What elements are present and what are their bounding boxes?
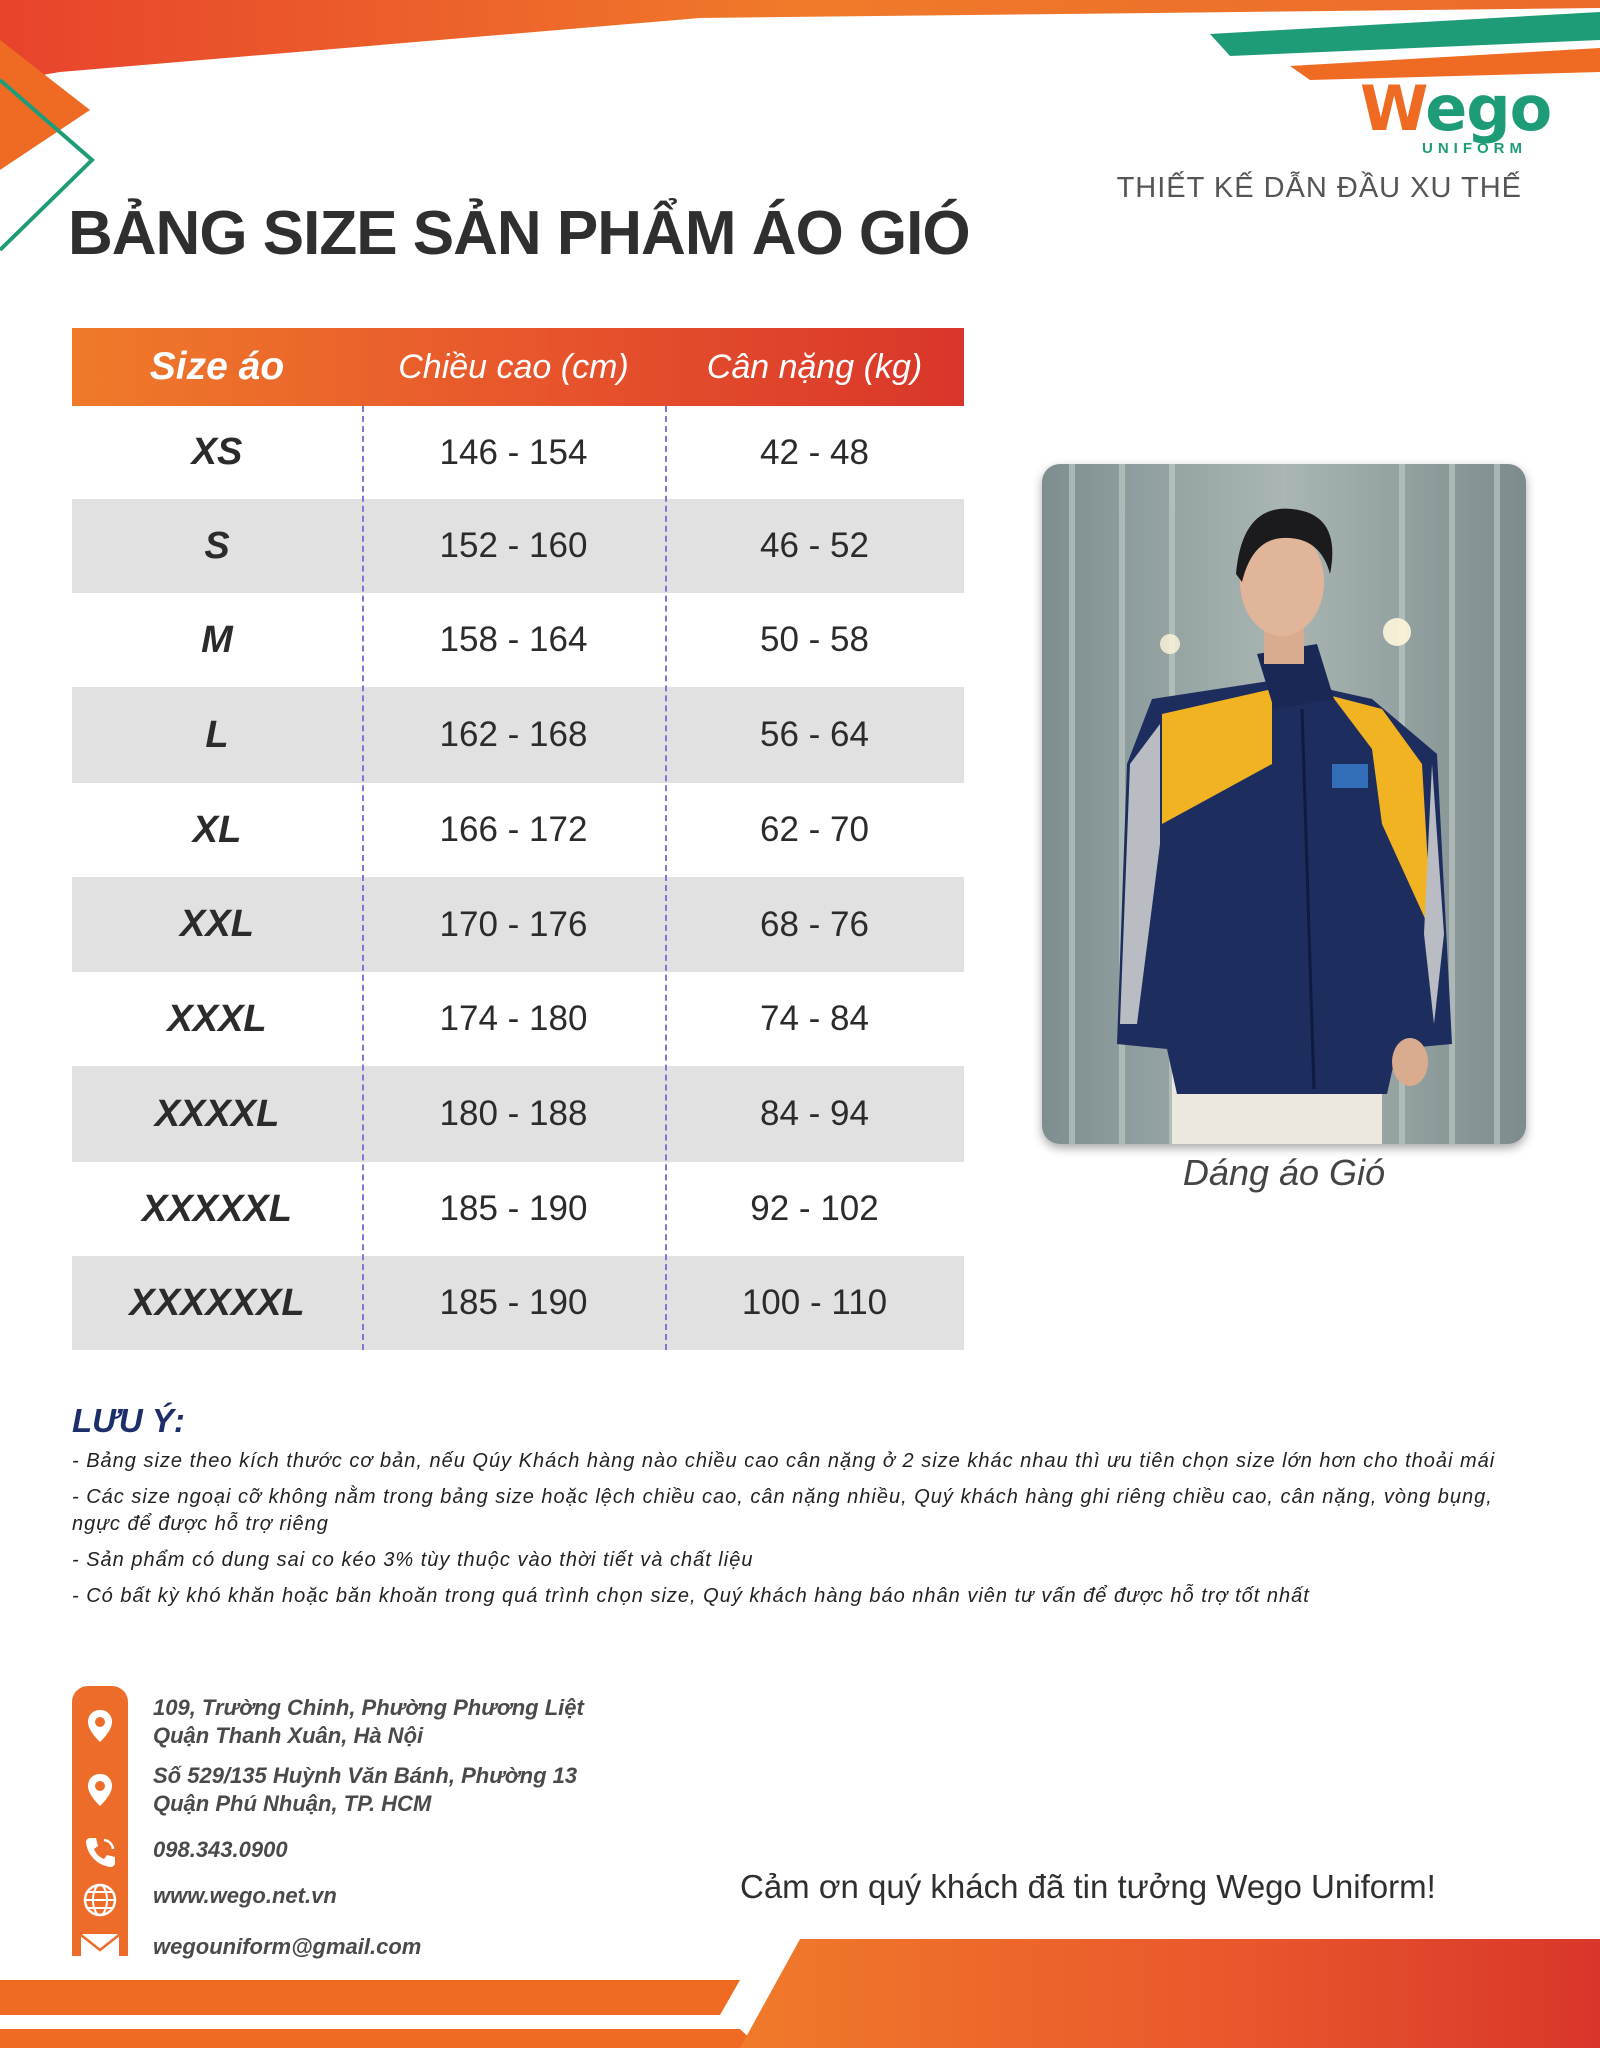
cell-weight: 50 - 58	[760, 620, 869, 659]
photo-caption: Dáng áo Gió	[1182, 1152, 1386, 1193]
cell-size: XXXXL	[154, 1092, 280, 1135]
cell-size: XXL	[180, 903, 254, 945]
table-row	[72, 1066, 964, 1162]
phone-number: 098.343.0900	[153, 1837, 288, 1862]
contact-icon-bar	[72, 1686, 128, 1956]
cell-size: XXXXXL	[142, 1187, 292, 1230]
column-divider	[362, 406, 364, 1350]
header-height: Chiều cao (cm)	[398, 347, 629, 386]
cell-height: 174 - 180	[439, 999, 588, 1038]
globe-icon	[80, 1880, 120, 1920]
table-row	[72, 877, 964, 972]
website-link[interactable]: www.wego.net.vn	[153, 1883, 337, 1908]
location-pin-icon	[80, 1706, 120, 1746]
header-size: Size áo	[149, 345, 285, 388]
cell-height: 170 - 176	[439, 904, 588, 944]
note-item: - Sản phẩm có dung sai co kéo 3% tùy thuộc vào thời tiết và chất liệu	[72, 1549, 754, 1571]
cell-weight: 56 - 64	[760, 715, 869, 754]
cell-size: L	[205, 713, 229, 756]
brand-tagline: THIẾT KẾ DẪN ĐẦU XU THẾ	[1116, 172, 1522, 204]
cell-weight: 74 - 84	[760, 999, 869, 1038]
brand-logo	[1340, 72, 1580, 168]
note-item: - Các size ngoại cỡ không nằm trong bảng size hoặc lệch chiều cao, cân nặng nhiều, Quý khách hàng ghi riêng chiều cao, cân nặng, vòng bụng, ngực để được hỗ trợ riêng	[72, 1486, 1493, 1535]
cell-height: 166 - 172	[439, 810, 588, 849]
bottom-decoration	[0, 1925, 1600, 2048]
cell-height: 146 - 154	[439, 432, 588, 472]
table-row	[72, 1256, 964, 1350]
phone-icon	[80, 1832, 120, 1872]
product-photo	[1042, 464, 1526, 1144]
email-link[interactable]: wegouniform@gmail.com	[153, 1934, 422, 1959]
table-row	[72, 972, 964, 1066]
column-divider	[665, 406, 667, 1350]
table-row	[72, 687, 964, 783]
size-table	[72, 328, 964, 1350]
thank-you-message: Cảm ơn quý khách đã tin tưởng Wego Uniform!	[740, 1868, 1436, 1905]
cell-height: 162 - 168	[439, 715, 588, 754]
cell-size: XXXXXXL	[129, 1281, 305, 1324]
cell-size: M	[201, 618, 233, 661]
cell-height: 185 - 190	[439, 1283, 588, 1322]
note-item: - Có bất kỳ khó khăn hoặc băn khoăn trong quá trình chọn size, Quý khách hàng báo nhân viên tư vấn để được hỗ trợ tốt nhất	[72, 1585, 1310, 1607]
cell-height: 180 - 188	[439, 1094, 588, 1133]
table-header	[72, 328, 964, 406]
logo-subtitle: UNIFORM	[1422, 140, 1527, 157]
table-row	[72, 406, 964, 499]
address-hanoi: 109, Trường Chinh, Phường Phương Liệt Quận Thanh Xuân, Hà Nội	[153, 1695, 584, 1748]
table-row	[72, 499, 964, 593]
table-row	[72, 783, 964, 877]
notes-title: LƯU Ý:	[72, 1402, 185, 1439]
location-pin-icon	[80, 1770, 120, 1810]
cell-weight: 84 - 94	[760, 1094, 869, 1133]
cell-weight: 62 - 70	[760, 810, 869, 849]
table-row	[72, 1162, 964, 1256]
table-row	[72, 593, 964, 687]
cell-height: 158 - 164	[439, 620, 588, 659]
cell-height: 152 - 160	[439, 526, 588, 565]
cell-size: XXXL	[167, 997, 267, 1040]
header-weight: Cân nặng (kg)	[706, 347, 923, 386]
logo-wordmark: Wego	[1360, 72, 1552, 145]
cell-weight: 92 - 102	[750, 1189, 879, 1228]
cell-weight: 46 - 52	[760, 526, 869, 565]
cell-height: 185 - 190	[439, 1189, 588, 1228]
note-item: - Bảng size theo kích thước cơ bản, nếu Qúy Khách hàng nào chiều cao cân nặng ở 2 size khác nhau thì ưu tiên chọn size lớn hơn cho thoải mái	[72, 1450, 1496, 1472]
cell-weight: 68 - 76	[760, 904, 869, 944]
address-hcm: Số 529/135 Huỳnh Văn Bánh, Phường 13 Quận Phú Nhuận, TP. HCM	[153, 1763, 578, 1816]
cell-size: S	[204, 524, 230, 567]
notes-section	[72, 1402, 1522, 1619]
page-title: BẢNG SIZE SẢN PHẨM ÁO GIÓ	[68, 199, 970, 268]
cell-size: XL	[192, 808, 242, 851]
jacket-model-illustration	[1042, 464, 1526, 1144]
cell-weight: 42 - 48	[760, 432, 869, 472]
cell-size: XS	[191, 431, 243, 473]
cell-weight: 100 - 110	[741, 1283, 888, 1322]
